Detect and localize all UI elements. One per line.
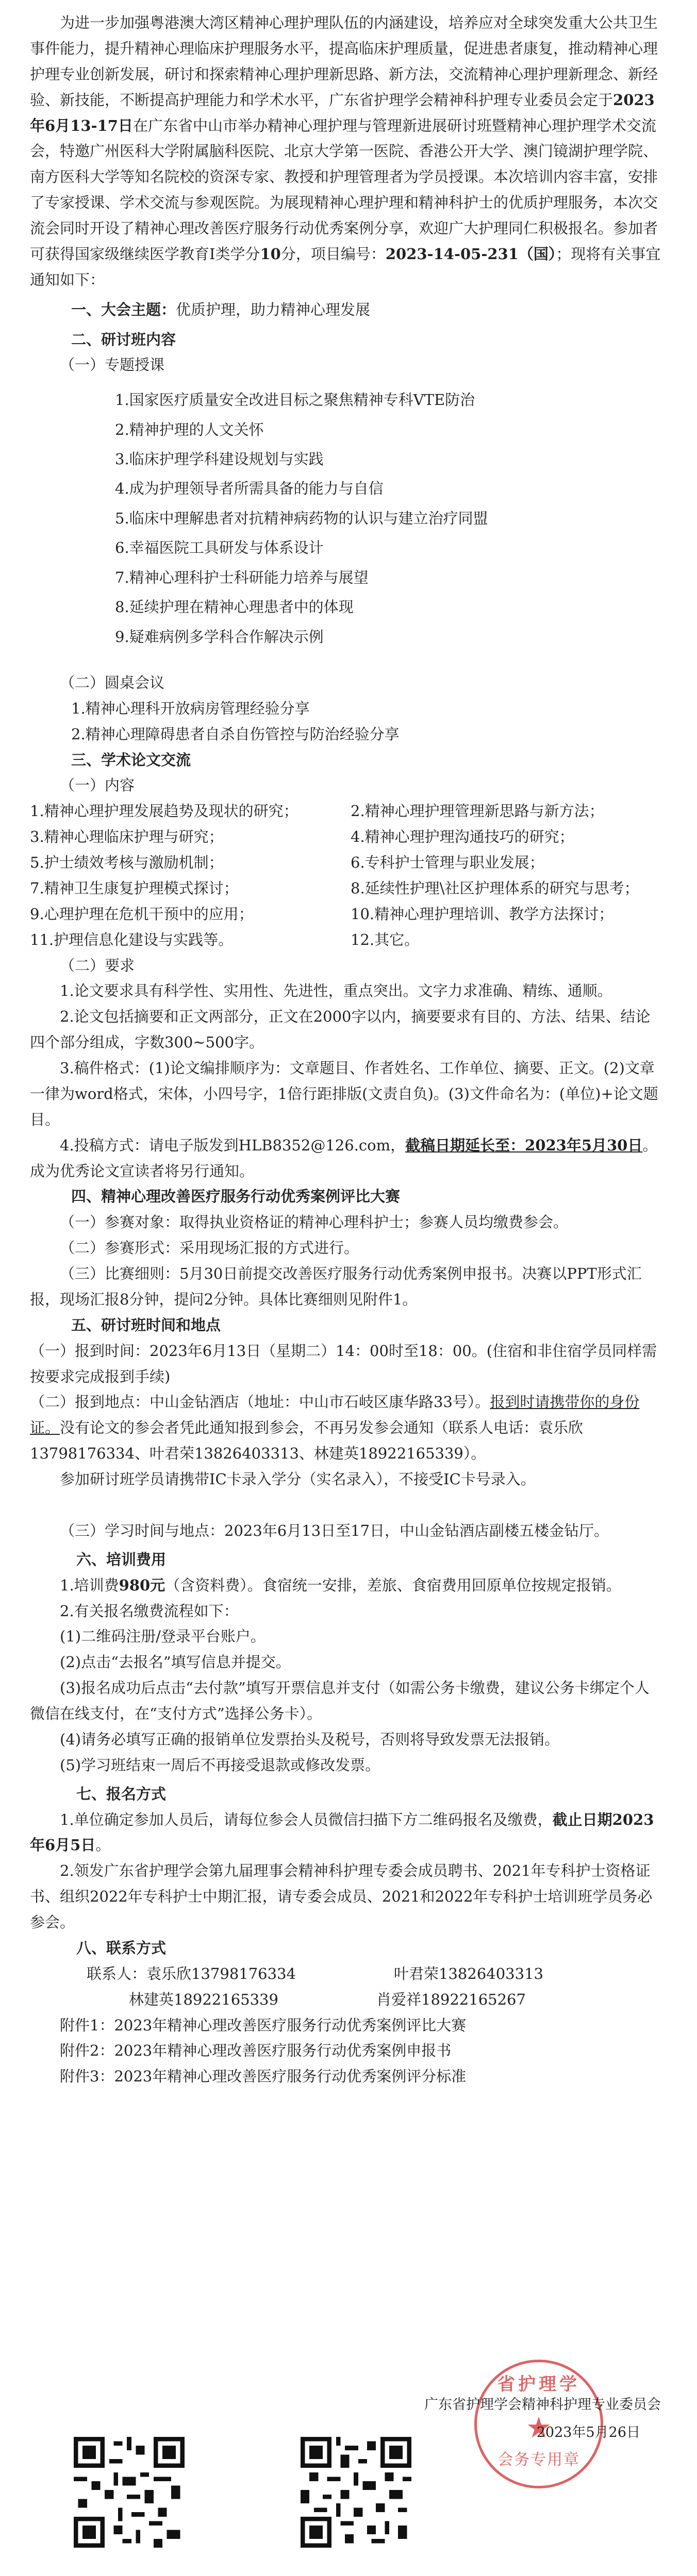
fee-step: (1)二维码注册/登录平台账户。 — [60, 1628, 265, 1646]
contact-person: 叶君荣13826403313 — [394, 1964, 543, 1982]
official-seal: 省护理学 ★ 会务专用章 — [474, 2360, 603, 2488]
topic-item: 1.国家医疗质量安全改进目标之聚焦精神专科VTE防治 — [115, 391, 475, 409]
attachment-item: 附件2：2023年精神心理改善医疗服务行动优秀案例申报书 — [60, 2042, 452, 2060]
fee-step: (4)请务必填写正确的报销单位发票抬头及税号，否则将导致发票无法报销。 — [60, 1730, 560, 1748]
topic-item: 3.临床护理学科建设规划与实践 — [115, 450, 324, 468]
section-3-sub2: （二）要求 — [60, 956, 135, 974]
topic-item: 2.精神护理的人文关怀 — [115, 420, 264, 438]
topic-item: 8.延续护理在精神心理患者中的体现 — [115, 598, 354, 616]
contact-row — [30, 1987, 661, 2013]
schedule-item: （一）报到时间：2023年6月13日（星期二）14：00时至18：00。(住宿和非住宿学员同样需按要求完成报到手续) — [30, 1342, 657, 1385]
section-2-sub2: （二）圆桌会议 — [60, 673, 165, 691]
section-4-title: 四、精神心理改善医疗服务行动优秀案例评比大赛 — [71, 1188, 401, 1206]
round-item: 2.精神心理障碍患者自杀自伤管控与防治经验分享 — [71, 725, 400, 743]
paper-topic: 9.心理护理在危机干预中的应用； — [30, 905, 254, 923]
requirement: 4.投稿方式：请电子版发到HLB8352@126.com，截稿日期延长至：2023年5月30日。成为优秀论文宣读者将另行通知。 — [30, 1136, 658, 1180]
round-item: 1.精神心理科开放病房管理经验分享 — [71, 699, 310, 717]
ic-card-note: 参加研讨班学员请携带IC卡录入学分（实名录入），不接受IC卡号录入。 — [60, 1470, 536, 1488]
paper-topic: 1.精神心理护理发展趋势及现状的研究； — [30, 802, 298, 820]
signup-item: 1.单位确定参加人员后，请每位参会人员微信扫描下方二维码报名及缴费，截止日期2023年6月5日。 — [30, 1810, 654, 1854]
requirement: 1.论文要求具有科学性、实用性、先进性，重点突出。文字力求准确、精练、通顺。 — [60, 982, 612, 1000]
signup-qr-block — [72, 2437, 186, 2576]
section-8-title: 八、联系方式 — [76, 1939, 167, 1957]
issue-date: 2023年5月26日 — [536, 2425, 640, 2441]
payment-qr-block — [299, 2437, 412, 2576]
contest-item: （一）参赛对象：取得执业资格证的精神心理科护士；参赛人员均缴费参会。 — [60, 1213, 569, 1231]
attachment-item: 附件1：2023年精神心理改善医疗服务行动优秀案例评比大赛 — [60, 2016, 467, 2034]
payment-qr-code[interactable] — [301, 2437, 411, 2548]
topic-item: 6.幸福医院工具研发与体系设计 — [115, 539, 324, 557]
paper-topic-grid — [30, 799, 661, 953]
section-2-sub1: （一）专题授课 — [60, 356, 165, 374]
section-1: 一、大会主题：优质护理，助力精神心理发展 — [71, 300, 371, 318]
paper-topic: 3.精神心理临床护理与研究； — [30, 828, 224, 846]
fee-step: (5)学习班结束一周后不再接受退款或修改发票。 — [60, 1756, 380, 1774]
signature-block — [424, 2393, 661, 2445]
contest-item: （三）比赛细则：5月30日前提交改善医疗服务行动优秀案例申报书。决赛以PPT形式汇报，现场汇报8分钟，提问2分钟。具体比赛细则见附件1。 — [30, 1265, 642, 1308]
fee-flow: 2.有关报名缴费流程如下： — [60, 1602, 239, 1620]
requirement: 3.稿件格式：(1)论文编排顺序为：文章题目、作者姓名、工作单位、摘要、正文。(2)文章一律为word格式，宋体，小四号字，1倍行距排版(文责自负)。(3)文件命名为：(单位)+论文题目。 — [30, 1059, 658, 1128]
schedule-item: （三）学习时间与地点：2023年6月13日至17日，中山金钻酒店副楼五楼金钻厅。 — [60, 1521, 609, 1539]
section-7-title: 七、报名方式 — [76, 1785, 167, 1803]
signup-qr-code[interactable] — [74, 2437, 185, 2548]
topic-list — [30, 385, 661, 652]
signup-item: 2.领发广东省护理学会第九届理事会精神科护理专委会成员聘书、2021年专科护士资格证书、组织2022年专科护士中期汇报，请专委会成员、2021和2022年专科护士培训班学员务必参会。 — [30, 1862, 653, 1931]
paper-topic: 7.精神卫生康复护理模式探讨； — [30, 879, 239, 897]
paper-topic: 6.专科护士管理与职业发展； — [351, 854, 544, 872]
paper-topic: 10.精神心理护理培训、教学方法探讨； — [351, 905, 614, 923]
contact-person: 肖爱祥18922165267 — [376, 1990, 526, 2008]
paper-topic: 8.延续性护理\社区护理体系的研究与思考； — [351, 879, 639, 897]
issuing-org: 广东省护理学会精神科护理专业委员会 — [424, 2397, 661, 2413]
topic-item: 7.精神心理科护士科研能力培养与展望 — [115, 568, 369, 586]
fee-line: 1.培训费980元（含资料费）。食宿统一安排，差旅、食宿费用回原单位按规定报销。 — [60, 1576, 621, 1594]
paper-topic: 4.精神心理护理沟通技巧的研究； — [351, 828, 574, 846]
requirement: 2.论文包括摘要和正文两部分，正文在2000字以内，摘要要求有目的、方法、结果、结论四个部分组成，字数300~500字。 — [30, 1008, 651, 1052]
topic-item: 9.疑难病例多学科合作解决示例 — [115, 628, 324, 646]
topic-item: 5.临床中理解患者对抗精神病药物的认识与建立治疗同盟 — [115, 509, 488, 527]
seal-star-icon: ★ — [525, 2411, 552, 2445]
contact-row: 联系人：袁乐欣13798176334 叶君荣13826403313 — [30, 1961, 661, 1987]
contest-item: （二）参赛形式：采用现场汇报的方式进行。 — [60, 1239, 359, 1257]
schedule-item: （二）报到地点：中山金钻酒店（地址：中山市石岐区康华路33号）。报到时请携带你的身份证。没有论文的参会者凭此通知报到参会，不再另发参会通知（联系人电话：袁乐欣13798176334、叶君荣13826403313、林建英18922165339）。 — [30, 1393, 640, 1463]
paper-topic: 11.护理信息化建设与实践等。 — [30, 930, 234, 948]
intro-paragraph: 为进一步加强粤港澳大湾区精神心理护理队伍的内涵建设，培养应对全球突发重大公共卫生事件能力，提升精神心理临床护理服务水平，提高临床护理质量，促进患者康复，推动精神心理护理专业创新发展，研讨和探索精神心理护理新思路、新方法，交流精神心理护理新理念、新经验、新技能，不断提高护理能力和学术水平，广东省护理学会精神科护理专业委员会定于2023年6月13-17日在广东省中山市举办精神心理护理与管理新进展研讨班暨精神心理护理学术交流会，特邀广州医科大学附属脑科医院、北京大学第一医院、香港公开大学、澳门镜湖护理学院、南方医科大学等知名院校的资深专家、教授和护理管理者为学员授课。本次培训内容丰富，安排了专家授课、学术交流与参观医院。为展现精神心理护理和精神科护士的优质护理服务，本次交流会同时开设了精神心理改善医疗服务行动优秀案例分享，欢迎广大护理同仁积极报名。参加者可获得国家级继续医学教育Ⅰ类学分10分，项目编号：2023-14-05-231（国）；现将有关事宜通知如下： — [30, 14, 661, 289]
fee-step: (3)报名成功后点击“去付款”填写开票信息并支付（如需公务卡缴费，建议公务卡绑定个人微信在线支付，在“支付方式”选择公务卡）。 — [30, 1679, 650, 1723]
contact-person: 林建英18922165339 — [129, 1990, 278, 2008]
contact-person: 袁乐欣13798176334 — [146, 1964, 296, 1982]
paper-topic: 12.其它。 — [351, 930, 420, 948]
section-6-title: 六、培训费用 — [76, 1550, 167, 1568]
topic-item: 4.成为护理领导者所需具备的能力与自信 — [115, 480, 384, 498]
section-5-title: 五、研讨班时间和地点 — [71, 1316, 221, 1334]
section-2-title: 二、研讨班内容 — [71, 330, 176, 348]
section-3-title: 三、学术论文交流 — [71, 751, 191, 769]
paper-topic: 5.护士绩效考核与激励机制； — [30, 854, 224, 872]
fee-step: (2)点击“去报名”填写信息并提交。 — [60, 1653, 291, 1671]
paper-topic: 2.精神心理护理管理新思路与新方法； — [351, 802, 604, 820]
attachment-item: 附件3：2023年精神心理改善医疗服务行动优秀案例评分标准 — [60, 2067, 467, 2086]
section-3-sub1: （一）内容 — [60, 776, 135, 794]
